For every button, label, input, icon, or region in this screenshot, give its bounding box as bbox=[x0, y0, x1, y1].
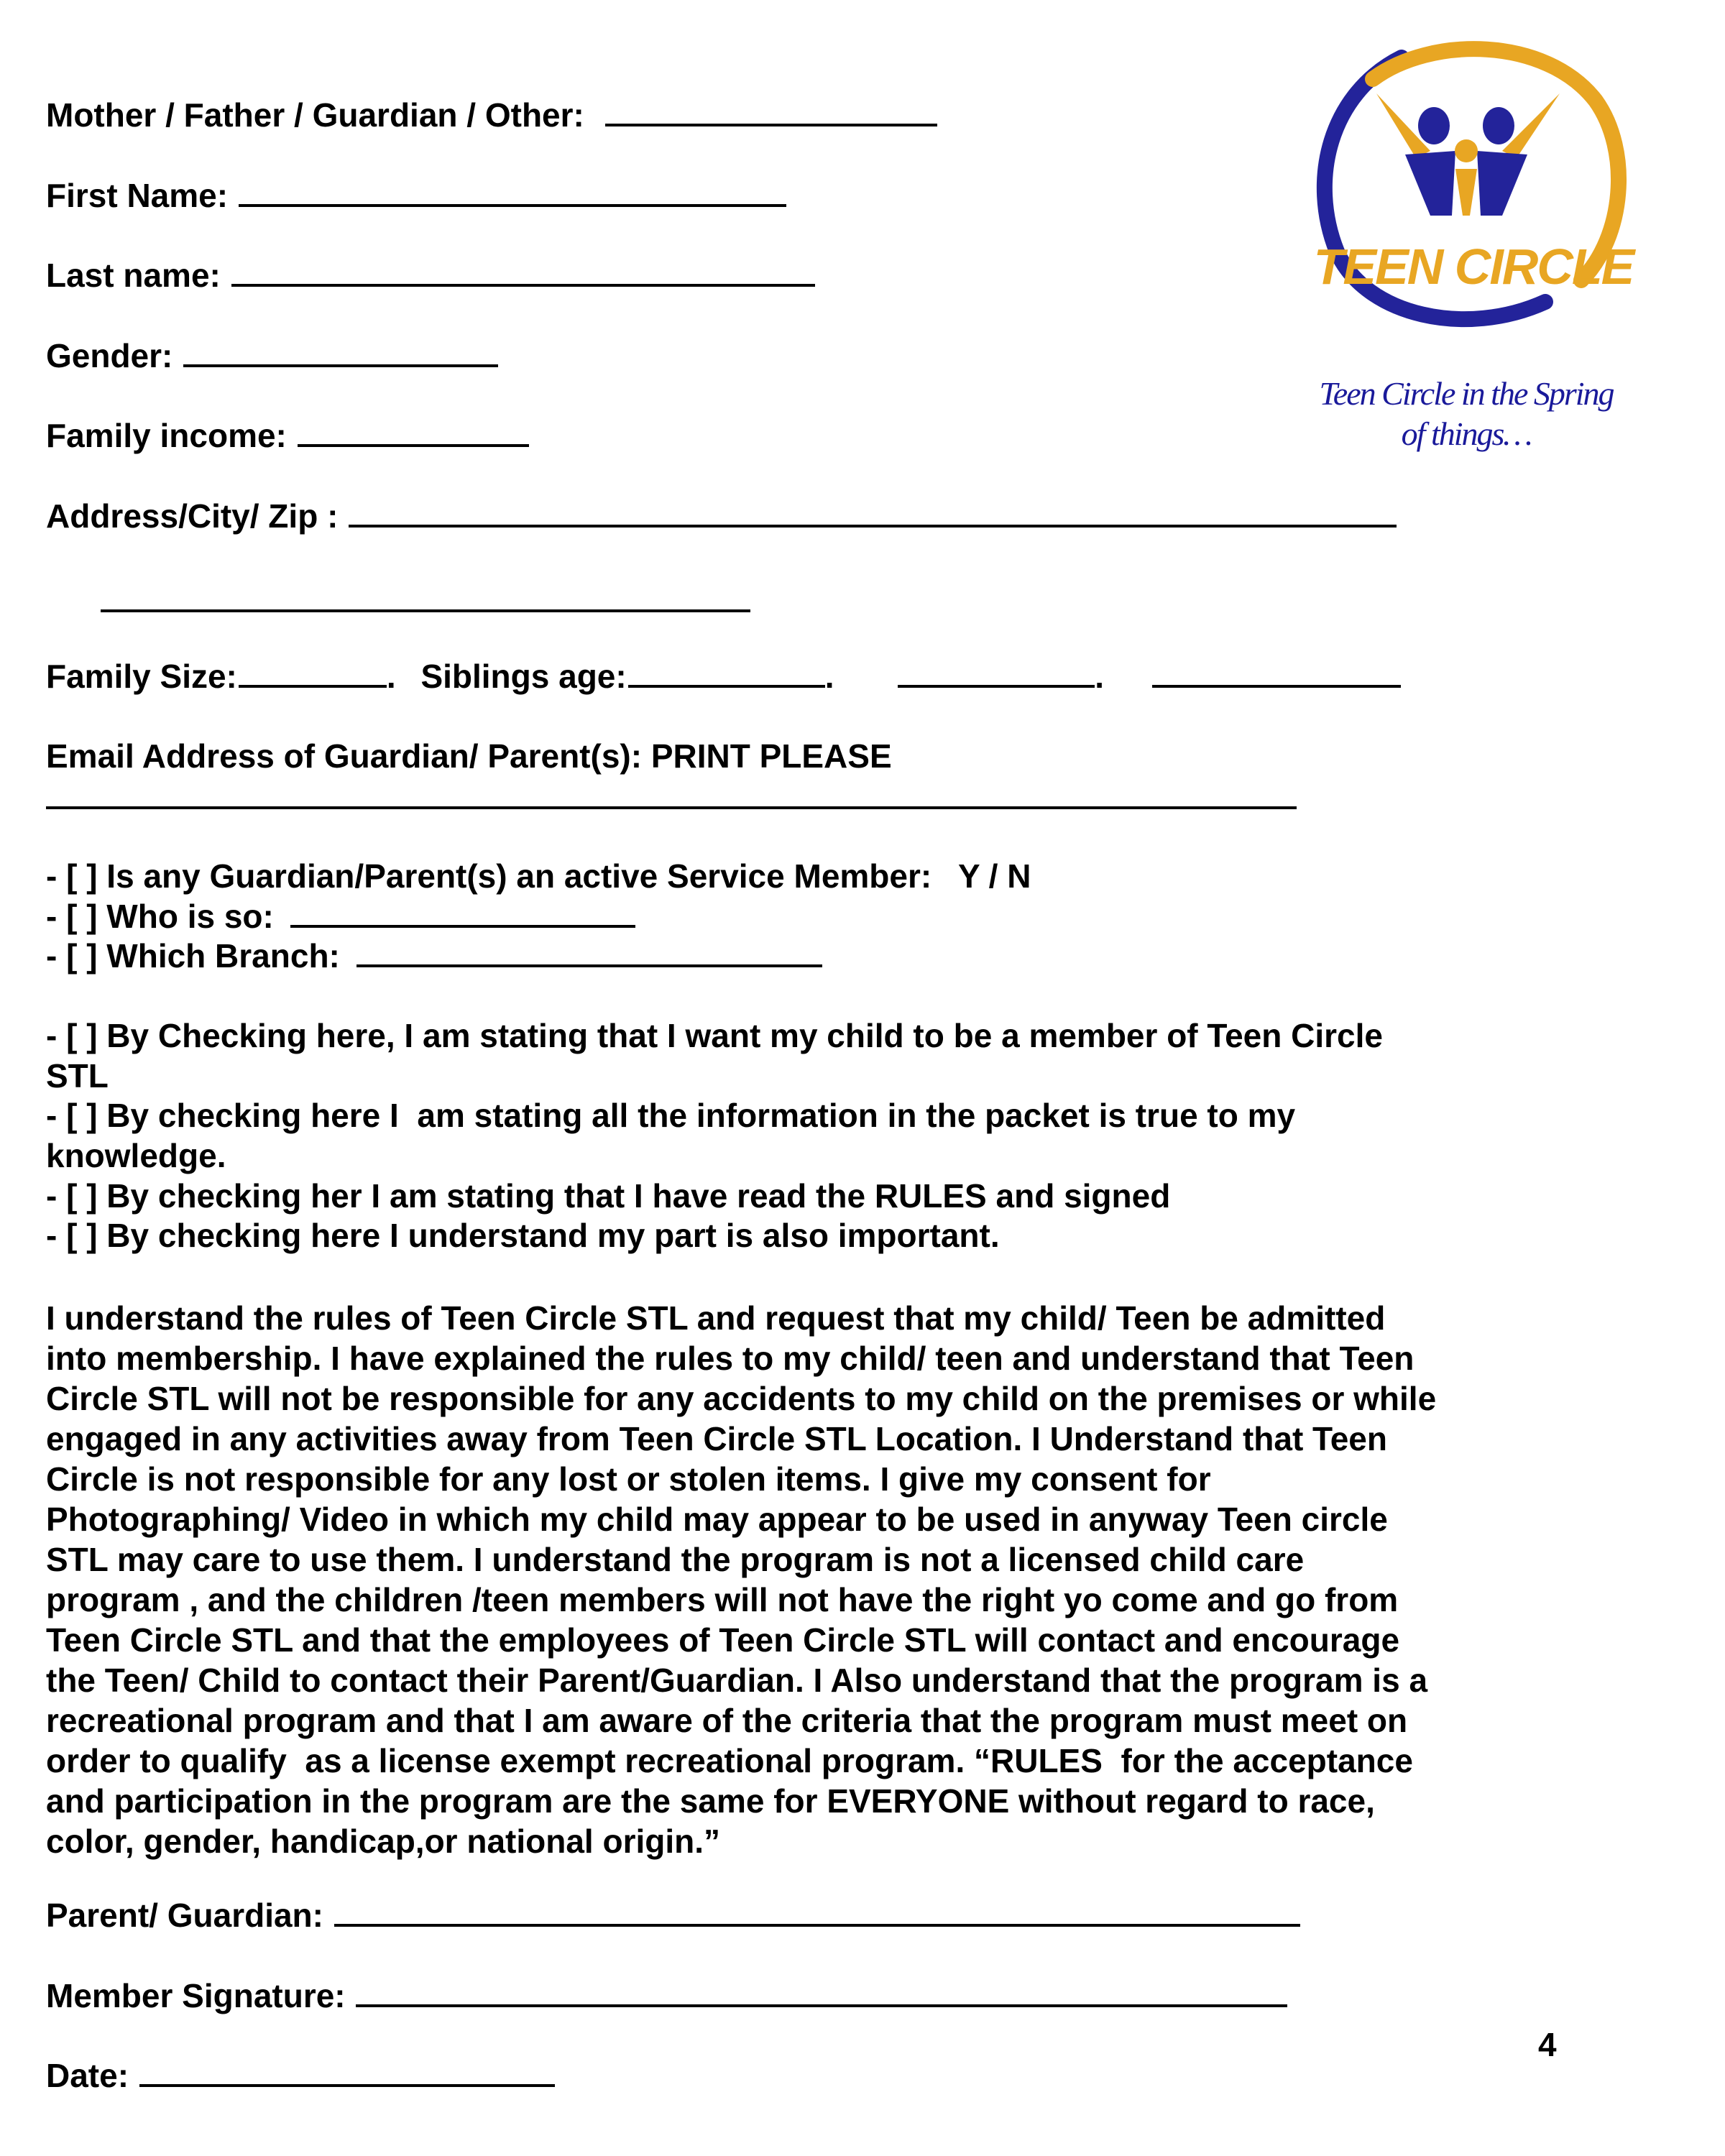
relation-field bbox=[46, 95, 937, 135]
address-field bbox=[46, 496, 1397, 536]
sibling-age-input-1[interactable] bbox=[628, 656, 825, 688]
family-income-field bbox=[46, 415, 529, 456]
which-branch-label: Which Branch: bbox=[106, 937, 340, 975]
address-label: Address/City/ Zip : bbox=[46, 497, 339, 535]
gender-label: Gender: bbox=[46, 337, 173, 374]
email-input[interactable] bbox=[46, 806, 1297, 809]
first-name-label: First Name: bbox=[46, 177, 229, 214]
statement-membership: - [ ] By Checking here, I am stating that I want my child to be a member of Teen Circle bbox=[46, 1017, 1383, 1054]
first-name-field bbox=[46, 175, 786, 216]
gender-input[interactable] bbox=[183, 336, 498, 367]
checkbox[interactable]: - [ ] bbox=[46, 1217, 98, 1254]
date-label: Date: bbox=[46, 2057, 129, 2094]
agreement-paragraph: I understand the rules of Teen Circle STL and request that my child/ Teen be admitted into membership. I have explained the rules to my child/ teen and understand that Teen Circle STL will not be responsible for any accidents to my child on the premises or while engaged in any activities away from Teen Circle STL Location. I Understand that Teen Circle is not responsible for any lost or stolen items. I give my consent for Photographing/ Video in which my child may appear to be used in anyway Teen circle STL may care to use them. I understand the program is not a licensed child care program , and the children /teen members will not have the right yo come and go from Teen Circle STL and that the employees of Teen Circle STL will contact and encourage the Teen/ Child to contact their Parent/Guardian. I Also understand that the program is a recreational program and that I am aware of the criteria that the program must meet on order to qualify as a license exempt recreational program. “RULES for the acceptance and participation in the program are the same for EVERYONE without regard to race, color, gender, handicap,or national origin.” bbox=[46, 1299, 1437, 1860]
checkbox[interactable]: - [ ] bbox=[46, 937, 98, 975]
siblings-age-label: Siblings age: bbox=[420, 658, 627, 695]
sibling-age-input-3[interactable] bbox=[1152, 656, 1401, 688]
checkbox[interactable]: - [ ] bbox=[46, 857, 98, 895]
service-member-question: Is any Guardian/Parent(s) an active Service Member: bbox=[106, 857, 932, 895]
sibling-age-input-2[interactable] bbox=[898, 656, 1095, 688]
svg-text:TEEN CIRCLE: TEEN CIRCLE bbox=[1313, 239, 1634, 295]
parent-guardian-signature-field bbox=[46, 1895, 1300, 1935]
family-size-row: Family Size: . Siblings age: . . bbox=[46, 656, 1401, 696]
last-name-input[interactable] bbox=[231, 255, 815, 287]
service-member-item bbox=[46, 856, 1031, 896]
address-input-line1[interactable] bbox=[349, 496, 1397, 528]
family-income-label: Family income: bbox=[46, 417, 287, 454]
relation-label: Mother / Father / Guardian / Other: bbox=[46, 96, 584, 134]
family-size-label: Family Size: bbox=[46, 658, 237, 695]
email-label: Email Address of Guardian/ Parent(s): PRINT PLEASE bbox=[46, 737, 892, 775]
logo-emblem-icon bbox=[1308, 36, 1639, 338]
last-name-label: Last name: bbox=[46, 257, 221, 294]
member-signature-input[interactable] bbox=[356, 1976, 1287, 2007]
member-signature-field bbox=[46, 1976, 1287, 2016]
logo-tagline-line2: of things… bbox=[1401, 415, 1532, 452]
first-name-input[interactable] bbox=[239, 175, 786, 207]
who-is-so-item bbox=[46, 896, 635, 936]
who-is-so-input[interactable] bbox=[290, 896, 635, 928]
statement-understand-part: - [ ] By checking here I understand my part is also important. bbox=[46, 1217, 1000, 1254]
statement-info-true-cont: knowledge. bbox=[46, 1137, 226, 1174]
parent-guardian-signature-input[interactable] bbox=[334, 1895, 1300, 1927]
parent-guardian-label: Parent/ Guardian: bbox=[46, 1897, 323, 1934]
statement-read-rules: - [ ] By checking her I am stating that I have read the RULES and signed bbox=[46, 1177, 1171, 1215]
last-name-field bbox=[46, 255, 815, 295]
checkbox[interactable]: - [ ] bbox=[46, 898, 98, 935]
who-is-so-label: Who is so: bbox=[106, 898, 274, 935]
member-signature-label: Member Signature: bbox=[46, 1977, 346, 2014]
address-input-line2[interactable] bbox=[101, 609, 750, 612]
date-field bbox=[46, 2055, 555, 2096]
date-input[interactable] bbox=[139, 2055, 555, 2087]
statement-membership-cont: STL bbox=[46, 1057, 109, 1095]
relation-input[interactable] bbox=[605, 95, 937, 126]
family-income-input[interactable] bbox=[298, 415, 529, 447]
gender-field bbox=[46, 336, 498, 376]
checkbox[interactable]: - [ ] bbox=[46, 1177, 98, 1215]
checkbox[interactable]: - [ ] bbox=[46, 1097, 98, 1134]
yes-no-choice[interactable]: Y / N bbox=[958, 857, 1031, 895]
statement-info-true: - [ ] By checking here I am stating all the information in the packet is true to my bbox=[46, 1097, 1296, 1134]
which-branch-input[interactable] bbox=[356, 936, 822, 967]
page-number: 4 bbox=[1538, 2026, 1557, 2063]
family-size-input[interactable] bbox=[239, 656, 387, 688]
checkbox[interactable]: - [ ] bbox=[46, 1017, 98, 1054]
logo-tagline-line1: Teen Circle in the Spring bbox=[1319, 375, 1614, 412]
which-branch-item bbox=[46, 936, 822, 976]
